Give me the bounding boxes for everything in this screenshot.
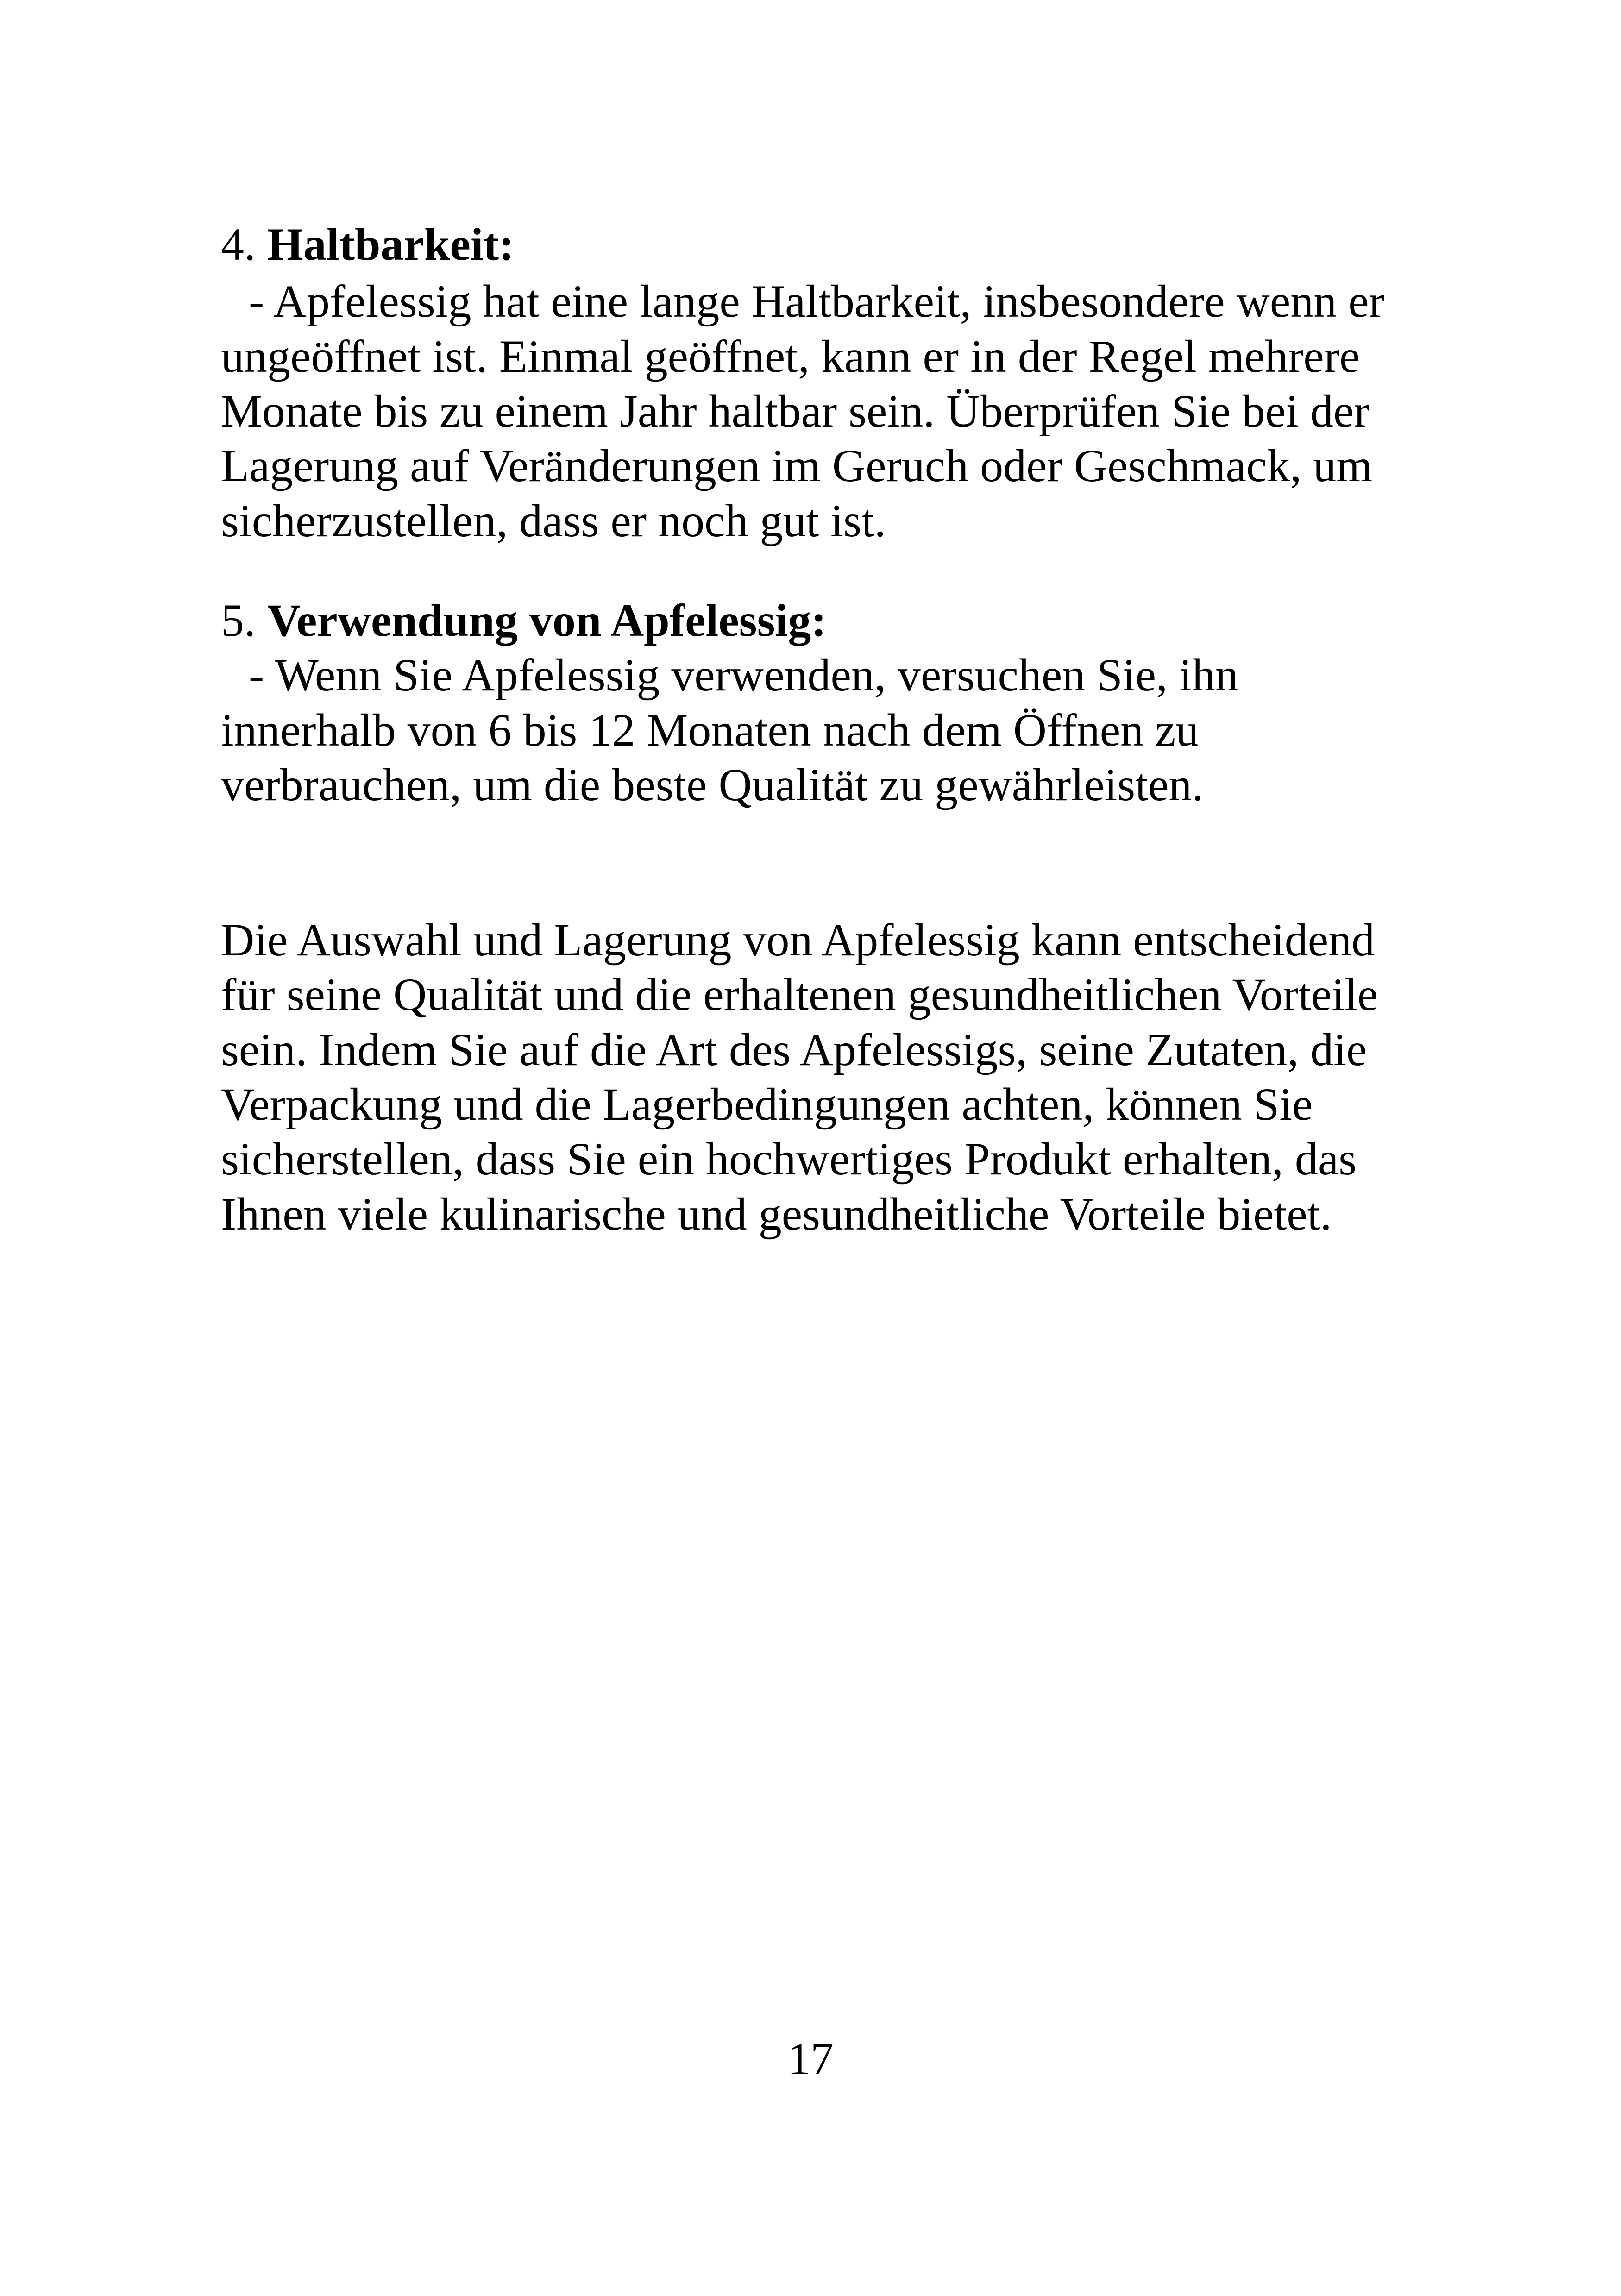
section-4-title: Haltbarkeit: <box>267 219 515 270</box>
conclusion-line: Die Auswahl und Lagerung von Apfelessig kann entscheidend <box>221 914 1375 966</box>
conclusion-line: Ihnen viele kulinarische und gesundheitliche Vorteile bietet. <box>221 1188 1332 1240</box>
section-5-heading <box>221 597 827 644</box>
page-number: 17 <box>787 2033 834 2084</box>
section-5-title: Verwendung von Apfelessig: <box>267 595 827 646</box>
section-4-line: Lagerung auf Veränderungen im Geruch oder Geschmack, um <box>221 440 1373 491</box>
section-5-line: innerhalb von 6 bis 12 Monaten nach dem Öffnen zu <box>221 704 1199 756</box>
section-4-line: Monate bis zu einem Jahr haltbar sein. Überprüfen Sie bei der <box>221 385 1370 437</box>
section-5-line: verbrauchen, um die beste Qualität zu gewährleisten. <box>221 759 1204 810</box>
section-4-line: ungeöffnet ist. Einmal geöffnet, kann er in der Regel mehrere <box>221 331 1360 382</box>
section-5-number: 5. <box>221 595 267 646</box>
section-4-line: sicherzustellen, dass er noch gut ist. <box>221 495 886 546</box>
section-4-number: 4. <box>221 219 267 270</box>
conclusion-line: sicherstellen, dass Sie ein hochwertiges Produkt erhalten, das <box>221 1133 1357 1185</box>
conclusion-line: sein. Indem Sie auf die Art des Apfelessigs, seine Zutaten, die <box>221 1024 1367 1075</box>
conclusion-line: für seine Qualität und die erhaltenen gesundheitlichen Vorteile <box>221 969 1378 1020</box>
section-5-line: - Wenn Sie Apfelessig verwenden, versuchen Sie, ihn <box>249 649 1238 701</box>
section-4-line: - Apfelessig hat eine lange Haltbarkeit, insbesondere wenn er <box>249 276 1384 327</box>
conclusion-line: Verpackung und die Lagerbedingungen achten, können Sie <box>221 1079 1313 1130</box>
section-4-heading <box>221 221 514 268</box>
